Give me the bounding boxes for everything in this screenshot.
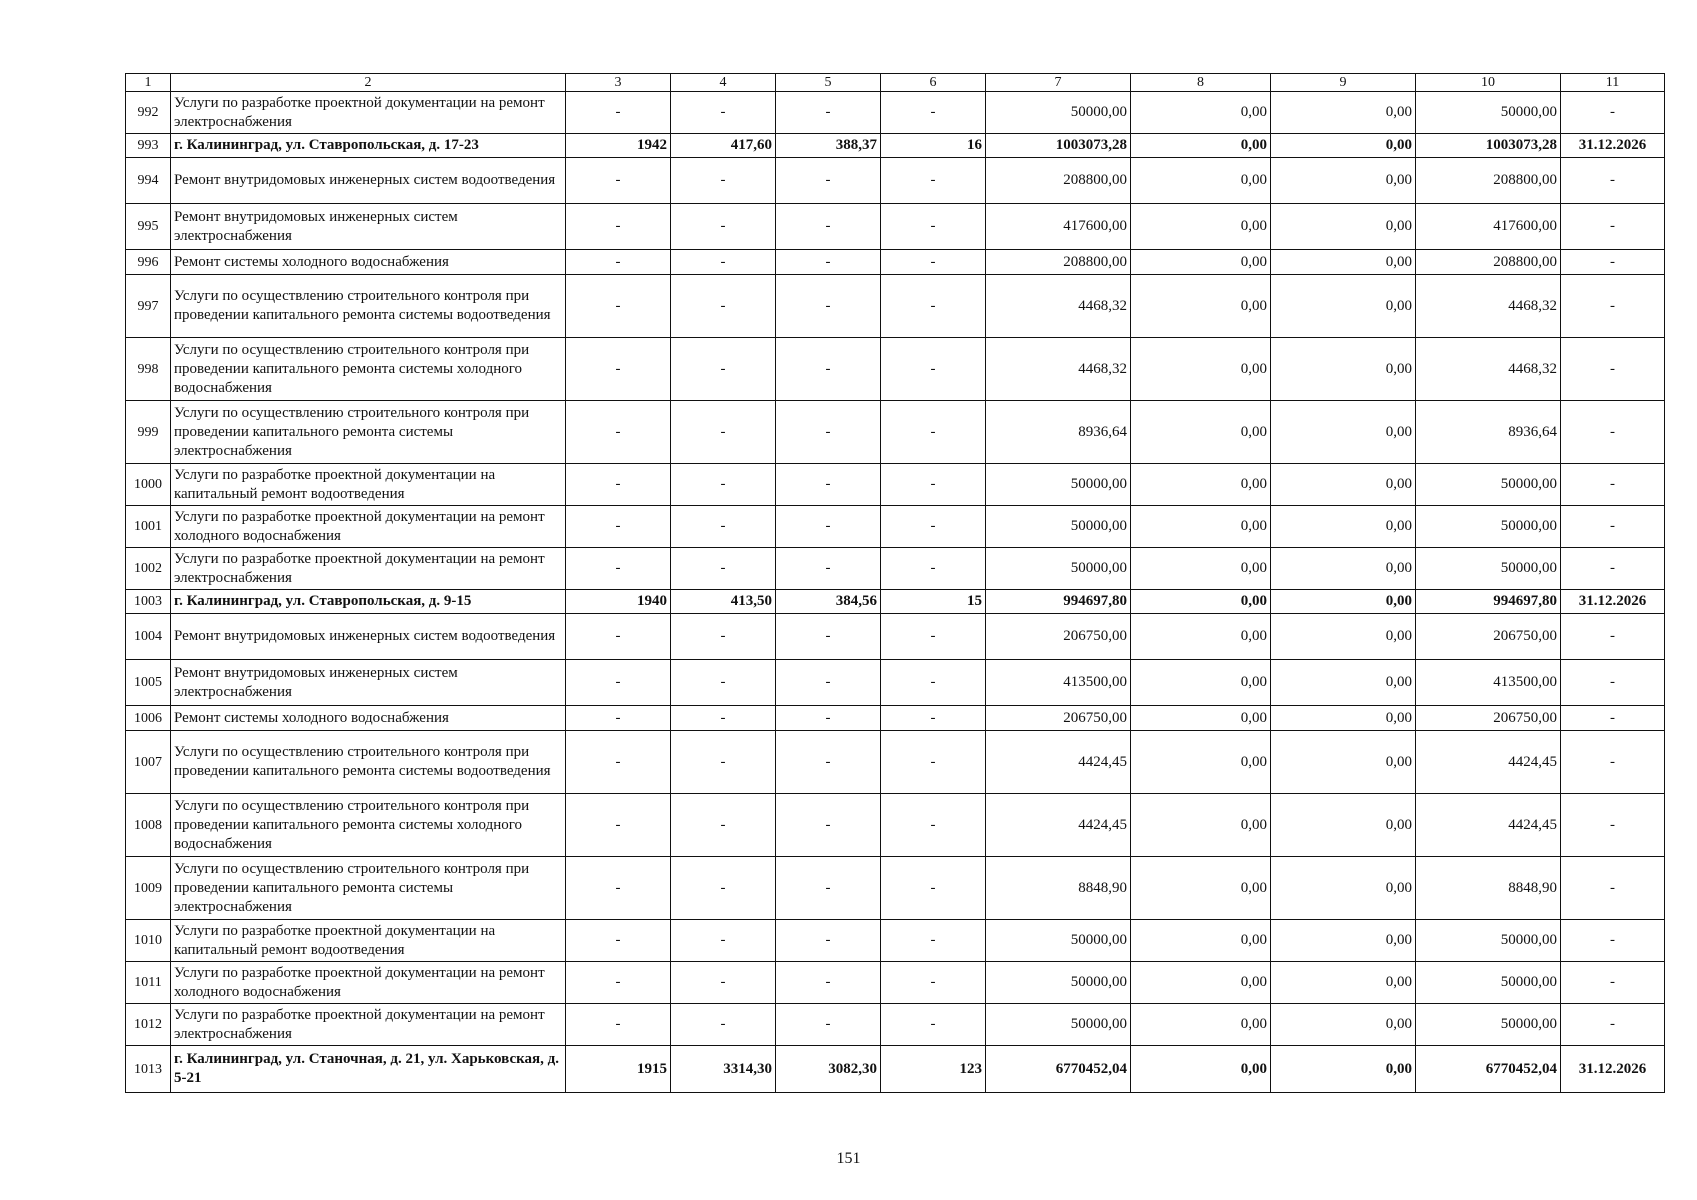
col9-value: 0,00 [1271, 614, 1416, 660]
col6-value: - [881, 614, 986, 660]
row-number: 1004 [126, 614, 171, 660]
col3-value: - [566, 706, 671, 731]
col9-value: 0,00 [1271, 134, 1416, 158]
col7-cost: 50000,00 [986, 1004, 1131, 1046]
row-number: 1013 [126, 1046, 171, 1093]
col5-value: - [776, 660, 881, 706]
col11-deadline: 31.12.2026 [1561, 134, 1665, 158]
table-row [126, 250, 1665, 275]
col3-value: - [566, 660, 671, 706]
col6-value: - [881, 794, 986, 857]
col8-value: 0,00 [1131, 614, 1271, 660]
col3-value: 1915 [566, 1046, 671, 1093]
work-description: Ремонт внутридомовых инженерных систем водоотведения [171, 158, 566, 204]
col9-value: 0,00 [1271, 962, 1416, 1004]
col11-deadline: - [1561, 660, 1665, 706]
col7-cost: 50000,00 [986, 548, 1131, 590]
col6-value: - [881, 158, 986, 204]
col3-value: - [566, 548, 671, 590]
col5-value: 384,56 [776, 590, 881, 614]
col4-value: - [671, 275, 776, 338]
col10-cost: 413500,00 [1416, 660, 1561, 706]
col10-cost: 50000,00 [1416, 1004, 1561, 1046]
col11-deadline: - [1561, 794, 1665, 857]
col3-value: - [566, 338, 671, 401]
col4-value: - [671, 204, 776, 250]
col10-cost: 50000,00 [1416, 92, 1561, 134]
col7-cost: 4424,45 [986, 731, 1131, 794]
col9-value: 0,00 [1271, 204, 1416, 250]
work-description: Ремонт внутридомовых инженерных систем водоотведения [171, 614, 566, 660]
col7-cost: 413500,00 [986, 660, 1131, 706]
col6-value: - [881, 660, 986, 706]
col6-value: 123 [881, 1046, 986, 1093]
col6-value: - [881, 506, 986, 548]
col3-value: 1940 [566, 590, 671, 614]
col8-value: 0,00 [1131, 134, 1271, 158]
col4-value: - [671, 1004, 776, 1046]
col10-cost: 4468,32 [1416, 275, 1561, 338]
col3-value: - [566, 464, 671, 506]
row-number: 1009 [126, 857, 171, 920]
row-number: 998 [126, 338, 171, 401]
col11-deadline: - [1561, 548, 1665, 590]
row-number: 1005 [126, 660, 171, 706]
col5-value: 388,37 [776, 134, 881, 158]
col11-deadline: - [1561, 204, 1665, 250]
col6-value: - [881, 731, 986, 794]
header-cell-8: 8 [1131, 74, 1271, 92]
col9-value: 0,00 [1271, 731, 1416, 794]
col7-cost: 50000,00 [986, 506, 1131, 548]
col10-cost: 4424,45 [1416, 794, 1561, 857]
col8-value: 0,00 [1131, 1046, 1271, 1093]
table-row [126, 134, 1665, 158]
col7-cost: 4468,32 [986, 338, 1131, 401]
col9-value: 0,00 [1271, 401, 1416, 464]
row-number: 1003 [126, 590, 171, 614]
col4-value: - [671, 464, 776, 506]
col4-value: - [671, 548, 776, 590]
work-description: Услуги по разработке проектной документации на ремонт электроснабжения [171, 1004, 566, 1046]
col10-cost: 4424,45 [1416, 731, 1561, 794]
col6-value: 15 [881, 590, 986, 614]
col3-value: 1942 [566, 134, 671, 158]
col4-value: 3314,30 [671, 1046, 776, 1093]
col8-value: 0,00 [1131, 794, 1271, 857]
col5-value: - [776, 1004, 881, 1046]
table-row [126, 962, 1665, 1004]
row-number: 1011 [126, 962, 171, 1004]
table-row [126, 506, 1665, 548]
col3-value: - [566, 401, 671, 464]
header-cell-5: 5 [776, 74, 881, 92]
header-cell-2: 2 [171, 74, 566, 92]
col8-value: 0,00 [1131, 706, 1271, 731]
row-number: 1001 [126, 506, 171, 548]
header-cell-7: 7 [986, 74, 1131, 92]
col8-value: 0,00 [1131, 548, 1271, 590]
work-description: Услуги по разработке проектной документации на капитальный ремонт водоотведения [171, 920, 566, 962]
col8-value: 0,00 [1131, 1004, 1271, 1046]
col9-value: 0,00 [1271, 706, 1416, 731]
capital-repair-table [125, 73, 1665, 1093]
col8-value: 0,00 [1131, 962, 1271, 1004]
table-row [126, 794, 1665, 857]
col3-value: - [566, 920, 671, 962]
table-row [126, 275, 1665, 338]
work-description: Услуги по разработке проектной документации на ремонт холодного водоснабжения [171, 506, 566, 548]
col7-cost: 1003073,28 [986, 134, 1131, 158]
col11-deadline: - [1561, 731, 1665, 794]
col3-value: - [566, 92, 671, 134]
col7-cost: 208800,00 [986, 250, 1131, 275]
work-description: Ремонт внутридомовых инженерных систем электроснабжения [171, 660, 566, 706]
row-number: 993 [126, 134, 171, 158]
work-description: Услуги по осуществлению строительного контроля при проведении капитального ремонта системы водоотведения [171, 731, 566, 794]
col7-cost: 4424,45 [986, 794, 1131, 857]
work-description: г. Калининград, ул. Ставропольская, д. 17-23 [171, 134, 566, 158]
work-description: Услуги по осуществлению строительного контроля при проведении капитального ремонта системы электроснабжения [171, 401, 566, 464]
col8-value: 0,00 [1131, 250, 1271, 275]
col6-value: - [881, 401, 986, 464]
col5-value: - [776, 401, 881, 464]
table-row [126, 338, 1665, 401]
col10-cost: 6770452,04 [1416, 1046, 1561, 1093]
table-row [126, 857, 1665, 920]
col5-value: - [776, 794, 881, 857]
col6-value: - [881, 857, 986, 920]
row-number: 1008 [126, 794, 171, 857]
col10-cost: 208800,00 [1416, 250, 1561, 275]
col8-value: 0,00 [1131, 338, 1271, 401]
col7-cost: 50000,00 [986, 920, 1131, 962]
col4-value: - [671, 962, 776, 1004]
col8-value: 0,00 [1131, 204, 1271, 250]
row-number: 1012 [126, 1004, 171, 1046]
row-number: 1010 [126, 920, 171, 962]
col8-value: 0,00 [1131, 92, 1271, 134]
table-row [126, 92, 1665, 134]
col9-value: 0,00 [1271, 590, 1416, 614]
header-cell-4: 4 [671, 74, 776, 92]
col6-value: - [881, 706, 986, 731]
col11-deadline: - [1561, 920, 1665, 962]
col10-cost: 208800,00 [1416, 158, 1561, 204]
table-row [126, 464, 1665, 506]
col4-value: - [671, 401, 776, 464]
col9-value: 0,00 [1271, 338, 1416, 401]
table-row [126, 731, 1665, 794]
col5-value: - [776, 706, 881, 731]
col8-value: 0,00 [1131, 275, 1271, 338]
col10-cost: 4468,32 [1416, 338, 1561, 401]
table-row [126, 614, 1665, 660]
col10-cost: 1003073,28 [1416, 134, 1561, 158]
col3-value: - [566, 731, 671, 794]
col4-value: - [671, 706, 776, 731]
col9-value: 0,00 [1271, 660, 1416, 706]
row-number: 997 [126, 275, 171, 338]
col5-value: - [776, 464, 881, 506]
col5-value: - [776, 275, 881, 338]
row-number: 1002 [126, 548, 171, 590]
col4-value: - [671, 731, 776, 794]
col5-value: - [776, 962, 881, 1004]
col6-value: - [881, 464, 986, 506]
work-description: Услуги по осуществлению строительного контроля при проведении капитального ремонта системы холодного водоснабжения [171, 794, 566, 857]
page-number: 151 [836, 1150, 861, 1167]
col11-deadline: - [1561, 706, 1665, 731]
col5-value: - [776, 338, 881, 401]
work-description: Услуги по разработке проектной документации на капитальный ремонт водоотведения [171, 464, 566, 506]
col4-value: - [671, 794, 776, 857]
col9-value: 0,00 [1271, 464, 1416, 506]
table-row [126, 706, 1665, 731]
col8-value: 0,00 [1131, 464, 1271, 506]
col4-value: - [671, 338, 776, 401]
col5-value: - [776, 614, 881, 660]
table-row [126, 401, 1665, 464]
col9-value: 0,00 [1271, 275, 1416, 338]
row-number: 992 [126, 92, 171, 134]
header-cell-3: 3 [566, 74, 671, 92]
work-description: Услуги по осуществлению строительного контроля при проведении капитального ремонта системы электроснабжения [171, 857, 566, 920]
header-cell-10: 10 [1416, 74, 1561, 92]
col9-value: 0,00 [1271, 158, 1416, 204]
col4-value: - [671, 92, 776, 134]
header-cell-1: 1 [126, 74, 171, 92]
col11-deadline: 31.12.2026 [1561, 1046, 1665, 1093]
header-cell-11: 11 [1561, 74, 1665, 92]
col6-value: - [881, 92, 986, 134]
col10-cost: 8936,64 [1416, 401, 1561, 464]
work-description: Ремонт внутридомовых инженерных систем электроснабжения [171, 204, 566, 250]
col9-value: 0,00 [1271, 1004, 1416, 1046]
table-body [126, 74, 1665, 1093]
row-number: 994 [126, 158, 171, 204]
col3-value: - [566, 794, 671, 857]
col5-value: - [776, 92, 881, 134]
col4-value: - [671, 506, 776, 548]
table-row [126, 920, 1665, 962]
col3-value: - [566, 250, 671, 275]
col5-value: - [776, 158, 881, 204]
work-description: Услуги по разработке проектной документации на ремонт электроснабжения [171, 92, 566, 134]
col11-deadline: - [1561, 92, 1665, 134]
col9-value: 0,00 [1271, 92, 1416, 134]
col3-value: - [566, 1004, 671, 1046]
col7-cost: 8936,64 [986, 401, 1131, 464]
col5-value: - [776, 920, 881, 962]
work-description: Услуги по разработке проектной документации на ремонт холодного водоснабжения [171, 962, 566, 1004]
col3-value: - [566, 506, 671, 548]
row-number: 995 [126, 204, 171, 250]
col10-cost: 8848,90 [1416, 857, 1561, 920]
work-description: Ремонт системы холодного водоснабжения [171, 706, 566, 731]
col9-value: 0,00 [1271, 250, 1416, 275]
col6-value: - [881, 548, 986, 590]
col11-deadline: - [1561, 338, 1665, 401]
col9-value: 0,00 [1271, 506, 1416, 548]
header-cell-6: 6 [881, 74, 986, 92]
col10-cost: 50000,00 [1416, 464, 1561, 506]
col8-value: 0,00 [1131, 857, 1271, 920]
col6-value: - [881, 204, 986, 250]
table-row [126, 590, 1665, 614]
col6-value: - [881, 338, 986, 401]
col4-value: - [671, 920, 776, 962]
table-row [126, 158, 1665, 204]
row-number: 1000 [126, 464, 171, 506]
col10-cost: 50000,00 [1416, 920, 1561, 962]
row-number: 1007 [126, 731, 171, 794]
col7-cost: 4468,32 [986, 275, 1131, 338]
col4-value: - [671, 614, 776, 660]
col11-deadline: - [1561, 275, 1665, 338]
col5-value: - [776, 204, 881, 250]
col10-cost: 50000,00 [1416, 548, 1561, 590]
work-description: Услуги по осуществлению строительного контроля при проведении капитального ремонта системы холодного водоснабжения [171, 338, 566, 401]
col9-value: 0,00 [1271, 1046, 1416, 1093]
col11-deadline: - [1561, 401, 1665, 464]
col7-cost: 994697,80 [986, 590, 1131, 614]
col5-value: 3082,30 [776, 1046, 881, 1093]
col6-value: - [881, 250, 986, 275]
col11-deadline: - [1561, 857, 1665, 920]
col10-cost: 994697,80 [1416, 590, 1561, 614]
col8-value: 0,00 [1131, 731, 1271, 794]
col9-value: 0,00 [1271, 920, 1416, 962]
col6-value: - [881, 920, 986, 962]
col10-cost: 206750,00 [1416, 614, 1561, 660]
col5-value: - [776, 506, 881, 548]
work-description: Ремонт системы холодного водоснабжения [171, 250, 566, 275]
col8-value: 0,00 [1131, 158, 1271, 204]
col11-deadline: 31.12.2026 [1561, 590, 1665, 614]
col4-value: - [671, 250, 776, 275]
col6-value: - [881, 275, 986, 338]
col5-value: - [776, 548, 881, 590]
col7-cost: 50000,00 [986, 92, 1131, 134]
col7-cost: 206750,00 [986, 614, 1131, 660]
table-row [126, 1004, 1665, 1046]
col6-value: 16 [881, 134, 986, 158]
work-description: г. Калининград, ул. Ставропольская, д. 9-15 [171, 590, 566, 614]
table-row [126, 660, 1665, 706]
column-number-header-row [126, 74, 1665, 92]
col10-cost: 417600,00 [1416, 204, 1561, 250]
col10-cost: 50000,00 [1416, 962, 1561, 1004]
col3-value: - [566, 204, 671, 250]
col8-value: 0,00 [1131, 590, 1271, 614]
col3-value: - [566, 962, 671, 1004]
col9-value: 0,00 [1271, 548, 1416, 590]
col11-deadline: - [1561, 1004, 1665, 1046]
table-row [126, 1046, 1665, 1093]
col11-deadline: - [1561, 464, 1665, 506]
col11-deadline: - [1561, 962, 1665, 1004]
col7-cost: 50000,00 [986, 464, 1131, 506]
col7-cost: 50000,00 [986, 962, 1131, 1004]
col4-value: 417,60 [671, 134, 776, 158]
col6-value: - [881, 1004, 986, 1046]
col4-value: - [671, 857, 776, 920]
work-description: г. Калининград, ул. Станочная, д. 21, ул. Харьковская, д. 5-21 [171, 1046, 566, 1093]
col11-deadline: - [1561, 250, 1665, 275]
col7-cost: 417600,00 [986, 204, 1131, 250]
col10-cost: 206750,00 [1416, 706, 1561, 731]
col4-value: 413,50 [671, 590, 776, 614]
col4-value: - [671, 158, 776, 204]
row-number: 996 [126, 250, 171, 275]
col5-value: - [776, 857, 881, 920]
col11-deadline: - [1561, 614, 1665, 660]
col9-value: 0,00 [1271, 857, 1416, 920]
col4-value: - [671, 660, 776, 706]
col7-cost: 8848,90 [986, 857, 1131, 920]
col7-cost: 206750,00 [986, 706, 1131, 731]
col5-value: - [776, 731, 881, 794]
table-row [126, 204, 1665, 250]
col11-deadline: - [1561, 506, 1665, 548]
col7-cost: 208800,00 [986, 158, 1131, 204]
col10-cost: 50000,00 [1416, 506, 1561, 548]
table-row [126, 548, 1665, 590]
col5-value: - [776, 250, 881, 275]
work-description: Услуги по осуществлению строительного контроля при проведении капитального ремонта системы водоотведения [171, 275, 566, 338]
col7-cost: 6770452,04 [986, 1046, 1131, 1093]
col3-value: - [566, 158, 671, 204]
row-number: 999 [126, 401, 171, 464]
col6-value: - [881, 962, 986, 1004]
work-description: Услуги по разработке проектной документации на ремонт электроснабжения [171, 548, 566, 590]
row-number: 1006 [126, 706, 171, 731]
col3-value: - [566, 275, 671, 338]
col9-value: 0,00 [1271, 794, 1416, 857]
col3-value: - [566, 857, 671, 920]
col8-value: 0,00 [1131, 506, 1271, 548]
col8-value: 0,00 [1131, 401, 1271, 464]
col8-value: 0,00 [1131, 660, 1271, 706]
col8-value: 0,00 [1131, 920, 1271, 962]
col3-value: - [566, 614, 671, 660]
col11-deadline: - [1561, 158, 1665, 204]
header-cell-9: 9 [1271, 74, 1416, 92]
